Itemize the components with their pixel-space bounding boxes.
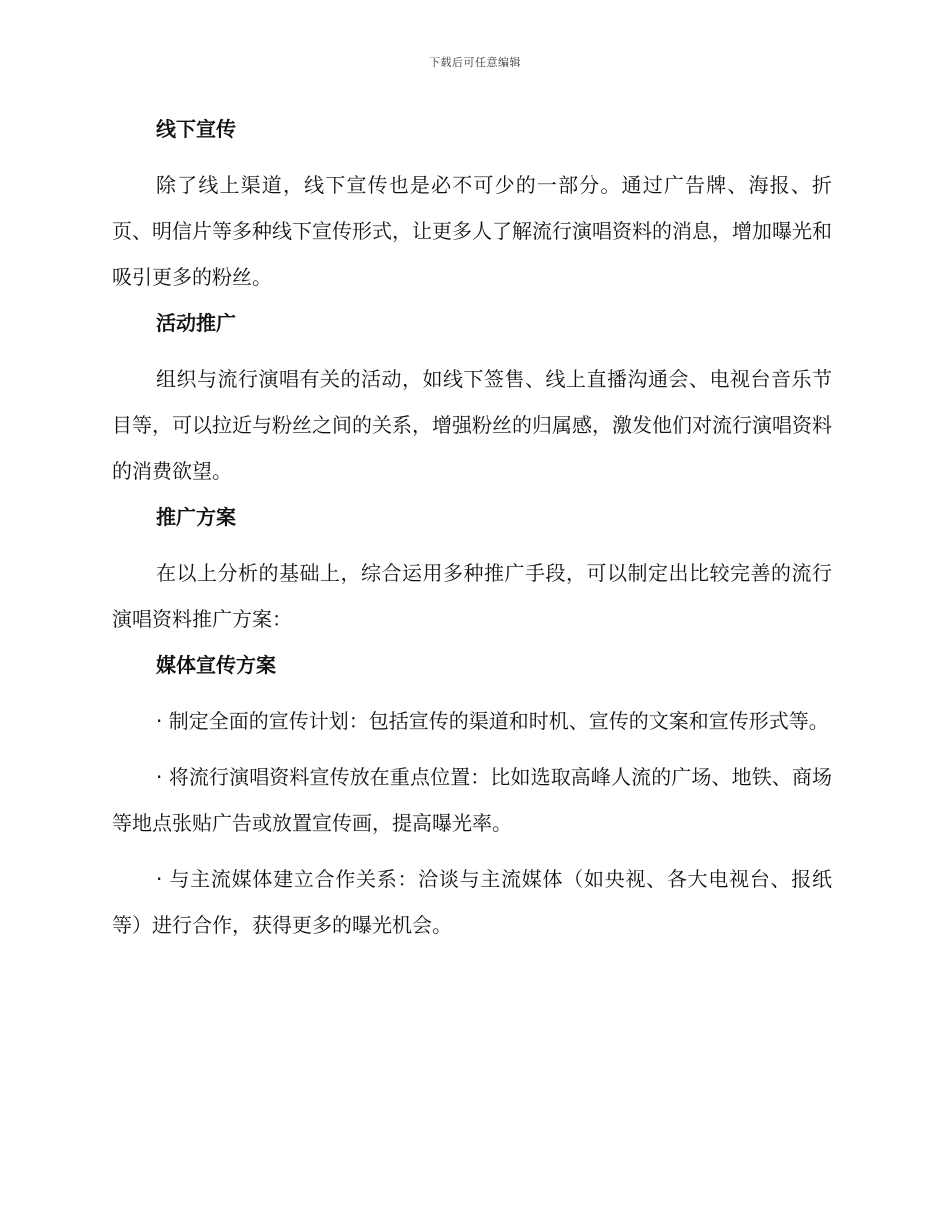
bullet-item: · 制定全面的宣传计划：包括宣传的渠道和时机、宣传的文案和宣传形式等。 xyxy=(156,709,829,733)
page-header: 下载后可任意编辑 xyxy=(429,56,521,69)
event-promotion-paragraph: 组织与流行演唱有关的活动，如线下签售、线上直播沟通会、电视台音乐节目等，可以拉近与粉丝之间的关系，增强粉丝的归属感，激发他们对流行演唱资料的消费欲望。 xyxy=(112,367,832,483)
bullet-item: · 与主流媒体建立合作关系：洽谈与主流媒体（如央视、各大电视台、报纸等）进行合作，获得更多的曝光机会。 xyxy=(112,867,832,937)
offline-promotion-heading: 线下宣传 xyxy=(156,117,236,141)
event-promotion-heading: 活动推广 xyxy=(156,311,236,335)
media-plan-heading: 媒体宣传方案 xyxy=(156,653,276,677)
promotion-plan-paragraph: 在以上分析的基础上，综合运用多种推广手段，可以制定出比较完善的流行演唱资料推广方案： xyxy=(112,561,832,631)
promotion-plan-heading: 推广方案 xyxy=(156,505,236,529)
bullet-item: · 将流行演唱资料宣传放在重点位置：比如选取高峰人流的广场、地铁、商场等地点张贴广告或放置宣传画，提高曝光率。 xyxy=(112,765,832,835)
offline-promotion-paragraph: 除了线上渠道，线下宣传也是必不可少的一部分。通过广告牌、海报、折页、明信片等多种线下宣传形式，让更多人了解流行演唱资料的消息，增加曝光和吸引更多的粉丝。 xyxy=(112,173,832,289)
document-body xyxy=(112,112,832,958)
